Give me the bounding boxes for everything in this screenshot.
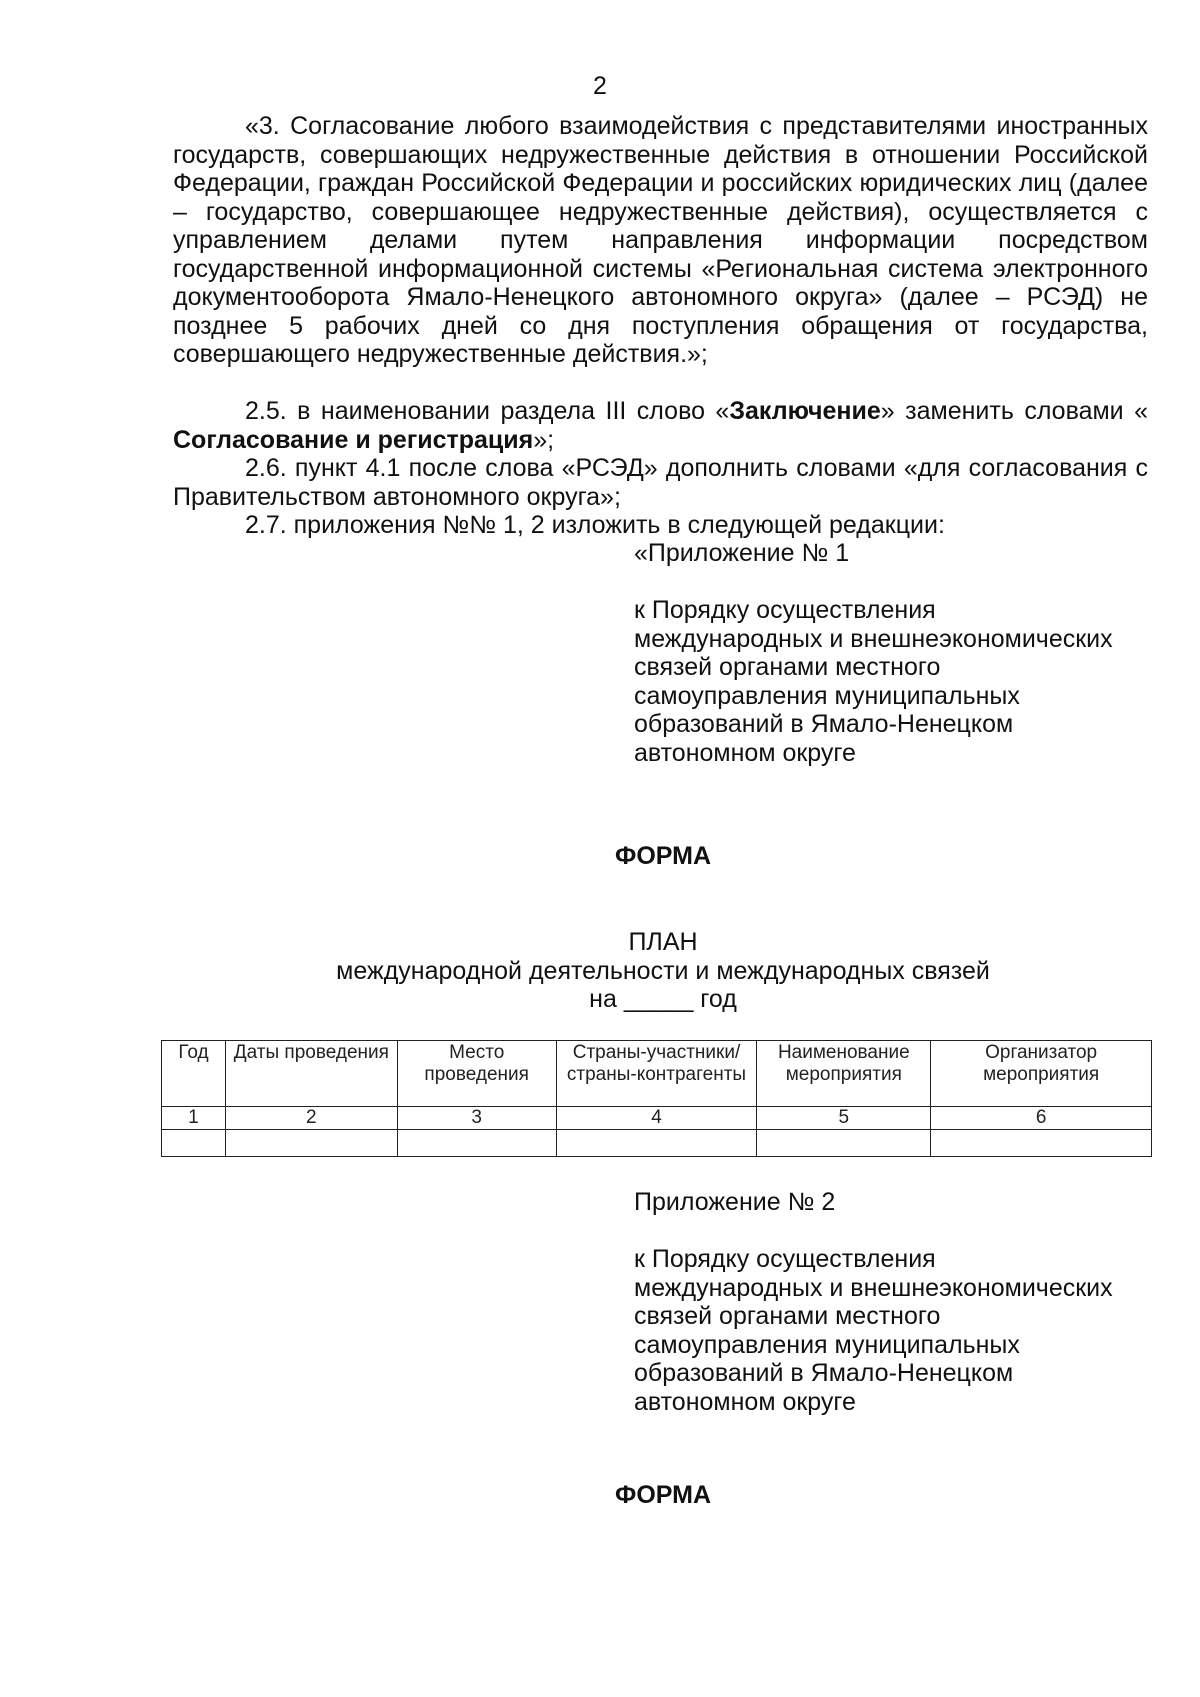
appendix-1-line: к Порядку осуществления: [634, 596, 936, 624]
table-empty-cell: [225, 1130, 397, 1157]
table-row: [162, 1130, 1152, 1157]
table-number-cell: 2: [225, 1107, 397, 1130]
plan-heading: [0, 928, 1200, 1014]
plan-table: [161, 1040, 1152, 1157]
paragraph-2-5-start: 2.5. в наименовании раздела III слово «: [245, 397, 730, 425]
table-empty-cell: [757, 1130, 931, 1157]
appendix-1-line: автономном округе: [634, 738, 856, 767]
plan-year-line: на _____ год: [589, 985, 737, 1013]
table-number-cell: 6: [931, 1107, 1152, 1130]
appendix-1-heading: [634, 539, 1154, 767]
paragraph-3: «3. Согласование любого взаимодействия с представителями иностранных государств, совершающих недружественные действия в отношении Российской Федерации, граждан Российской Федерации и российских юридических лиц (далее – государство, совершающее недружественные действия), осуществляется с управлением делами путем направления информации посредством государственной информационной системы «Региональная система электронного документооборота Ямало-Ненецкого автономного округа» (далее – РСЭД) не позднее 5 рабочих дней со дня поступления обращения от государства, совершающего недружественные действия.»;: [173, 112, 1148, 368]
appendix-1-line: международных и внешнеэкономических: [634, 624, 1113, 653]
table-number-cell: 4: [556, 1107, 757, 1130]
appendix-2-line: самоуправления муниципальных: [634, 1330, 1020, 1359]
paragraph-2-6: 2.6. пункт 4.1 после слова «РСЭД» дополнить словами «для согласования с Правительством автономного округа»;: [173, 454, 1148, 511]
appendix-2-line: автономном округе: [634, 1387, 856, 1416]
paragraph-2-5-bold-word: Заключение: [729, 397, 881, 425]
table-empty-cell: [931, 1130, 1152, 1157]
appendix-2-line: связей органами местного: [634, 1302, 941, 1330]
appendix-2-title: Приложение № 2: [634, 1188, 836, 1216]
page-number: 2: [593, 72, 607, 100]
table-header-cell: Наименование мероприятия: [757, 1041, 931, 1107]
appendix-1-line: связей органами местного: [634, 653, 941, 681]
forma-label-2: ФОРМА: [614, 1481, 711, 1509]
table-number-cell: 5: [757, 1107, 931, 1130]
plan-subtitle: международной деятельности и международных связей: [336, 956, 990, 985]
table-header-cell: Страны-участники/ страны-контрагенты: [556, 1041, 757, 1107]
forma-label-1: ФОРМА: [614, 842, 711, 870]
appendix-1-line: образований в Ямало-Ненецком: [634, 710, 1014, 738]
table-number-cell: 1: [162, 1107, 226, 1130]
paragraph-2-7: 2.7. приложения №№ 1, 2 изложить в следующей редакции:: [245, 511, 945, 539]
table-header-row: [162, 1041, 1152, 1107]
table-number-cell: 3: [397, 1107, 556, 1130]
appendix-2-line: образований в Ямало-Ненецком: [634, 1359, 1014, 1387]
table-empty-cell: [556, 1130, 757, 1157]
appendix-1-line: самоуправления муниципальных: [634, 681, 1020, 710]
table-header-cell: Организатор мероприятия: [931, 1041, 1152, 1107]
paragraph-2-5-line1: [173, 397, 1148, 426]
paragraph-2-5-bold-phrase: Согласование и регистрация: [173, 425, 534, 454]
table-header-cell: Место проведения: [397, 1041, 556, 1107]
paragraph-2-5-line2: [173, 426, 1148, 455]
table-empty-cell: [162, 1130, 226, 1157]
appendix-2-heading: [634, 1188, 1154, 1416]
table-header-cell: Год: [162, 1041, 226, 1107]
appendix-2-line: к Порядку осуществления: [634, 1245, 936, 1273]
table-number-row: [162, 1107, 1152, 1130]
table-empty-cell: [397, 1130, 556, 1157]
paragraph-2-5-mid: » заменить словами «: [880, 397, 1149, 425]
table-header-cell: Даты проведения: [225, 1041, 397, 1107]
paragraph-2-5-end: »;: [533, 425, 555, 454]
appendix-1-title: «Приложение № 1: [634, 539, 850, 567]
plan-title: ПЛАН: [628, 928, 698, 956]
appendix-2-line: международных и внешнеэкономических: [634, 1273, 1113, 1302]
